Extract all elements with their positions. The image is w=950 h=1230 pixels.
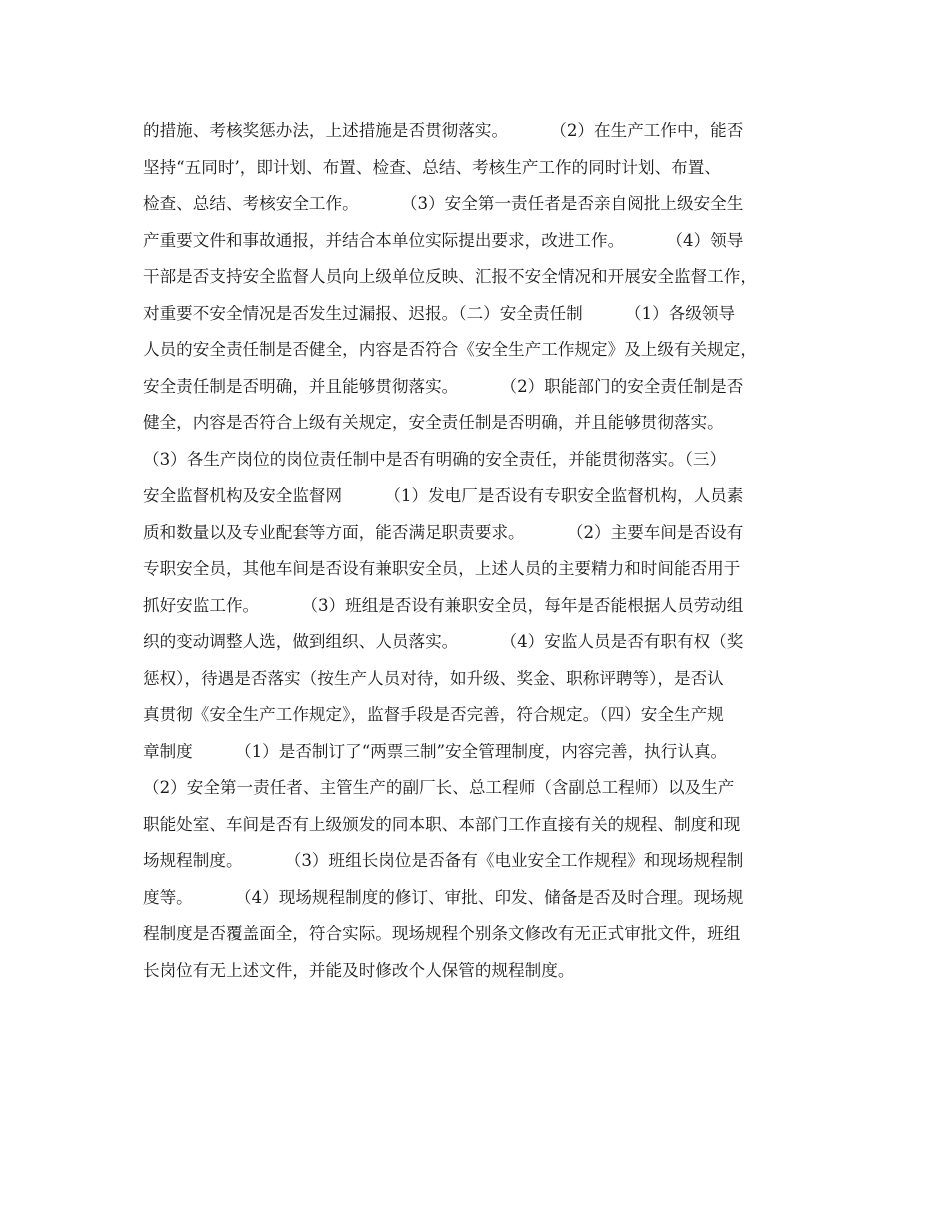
- text-line: 安全监督机构及安全监督网 （1）发电厂是否设有专职安全监督机构，人员素: [143, 486, 744, 505]
- text-line: 长岗位有无上述文件，并能及时修改个人保管的规程制度。: [143, 960, 575, 980]
- text-line: 坚持“五同时’，即计划、布置、检查、总结、考核生产工作的同时计划、布置、: [143, 157, 721, 177]
- text-line: 职能处室、车间是否有上级颁发的同本职、本部门工作直接有关的规程、制度和现: [143, 814, 741, 834]
- text-line: 专职安全员，其他车间是否设有兼职安全员，上述人员的主要精力和时间能否用于: [143, 559, 741, 578]
- text-line: 产重要文件和事故通报，并结合本单位实际提出要求，改进工作。 （4）领导: [143, 230, 744, 250]
- text-line: （3）各生产岗位的岗位责任制中是否有明确的安全责任，并能贯彻落实。（三）: [143, 449, 727, 469]
- text-line: 质和数量以及专业配套等方面，能否满足职责要求。 （2）主要车间是否设有: [143, 522, 744, 542]
- text-line: 安全责任制是否明确，并且能够贯彻落实。 （2）职能部门的安全责任制是否: [143, 376, 744, 396]
- text-line: 真贯彻《安全生产工作规定》，监督手段是否完善，符合规定。（四）安全生产规: [143, 705, 724, 724]
- text-line: 章制度 （1）是否制订了“两票三制”安全管理制度，内容完善，执行认真。: [143, 741, 728, 761]
- text-line: 健全，内容是否符合上级有关规定，安全责任制是否明确，并且能够贯彻落实。: [143, 413, 724, 432]
- text-line: 人员的安全责任制是否健全，内容是否符合《安全生产工作规定》及上级有关规定，: [143, 340, 757, 359]
- text-line: 织的变动调整人选，做到组织、人员落实。 （4）安监人员是否有职有权（奖: [143, 632, 744, 651]
- text-line: 干部是否支持安全监督人员向上级单位反映、汇报不安全情况和开展安全监督工作，: [143, 267, 757, 286]
- text-line: 程制度是否覆盖面全，符合实际。现场规程个别条文修改有无正式审批文件，班组: [143, 924, 741, 943]
- text-line: 惩权），待遇是否落实（按生产人员对待，如升级、奖金、职称评聘等），是否认: [143, 668, 724, 688]
- text-line: 度等。 （4）现场规程制度的修订、审批、印发、储备是否及时合理。现场规: [143, 887, 744, 907]
- body-text: [143, 113, 823, 989]
- text-line: 的措施、考核奖惩办法，上述措施是否贯彻落实。 （2）在生产工作中，能否: [143, 121, 744, 140]
- text-line: 场规程制度。 （3）班组长岗位是否备有《电业安全工作规程》和现场规程制: [143, 851, 744, 870]
- text-line: 检查、总结、考核安全工作。 （3）安全第一责任者是否亲自阅批上级安全生: [143, 194, 744, 213]
- text-line: （2）安全第一责任者、主管生产的副厂长、总工程师（含副总工程师）以及生产: [143, 778, 735, 797]
- text-line: 对重要不安全情况是否发生过漏报、迟报。（二）安全责任制 （1）各级领导: [143, 303, 736, 323]
- text-line: 抓好安监工作。 （3）班组是否设有兼职安全员，每年是否能根据人员劳动组: [143, 595, 744, 615]
